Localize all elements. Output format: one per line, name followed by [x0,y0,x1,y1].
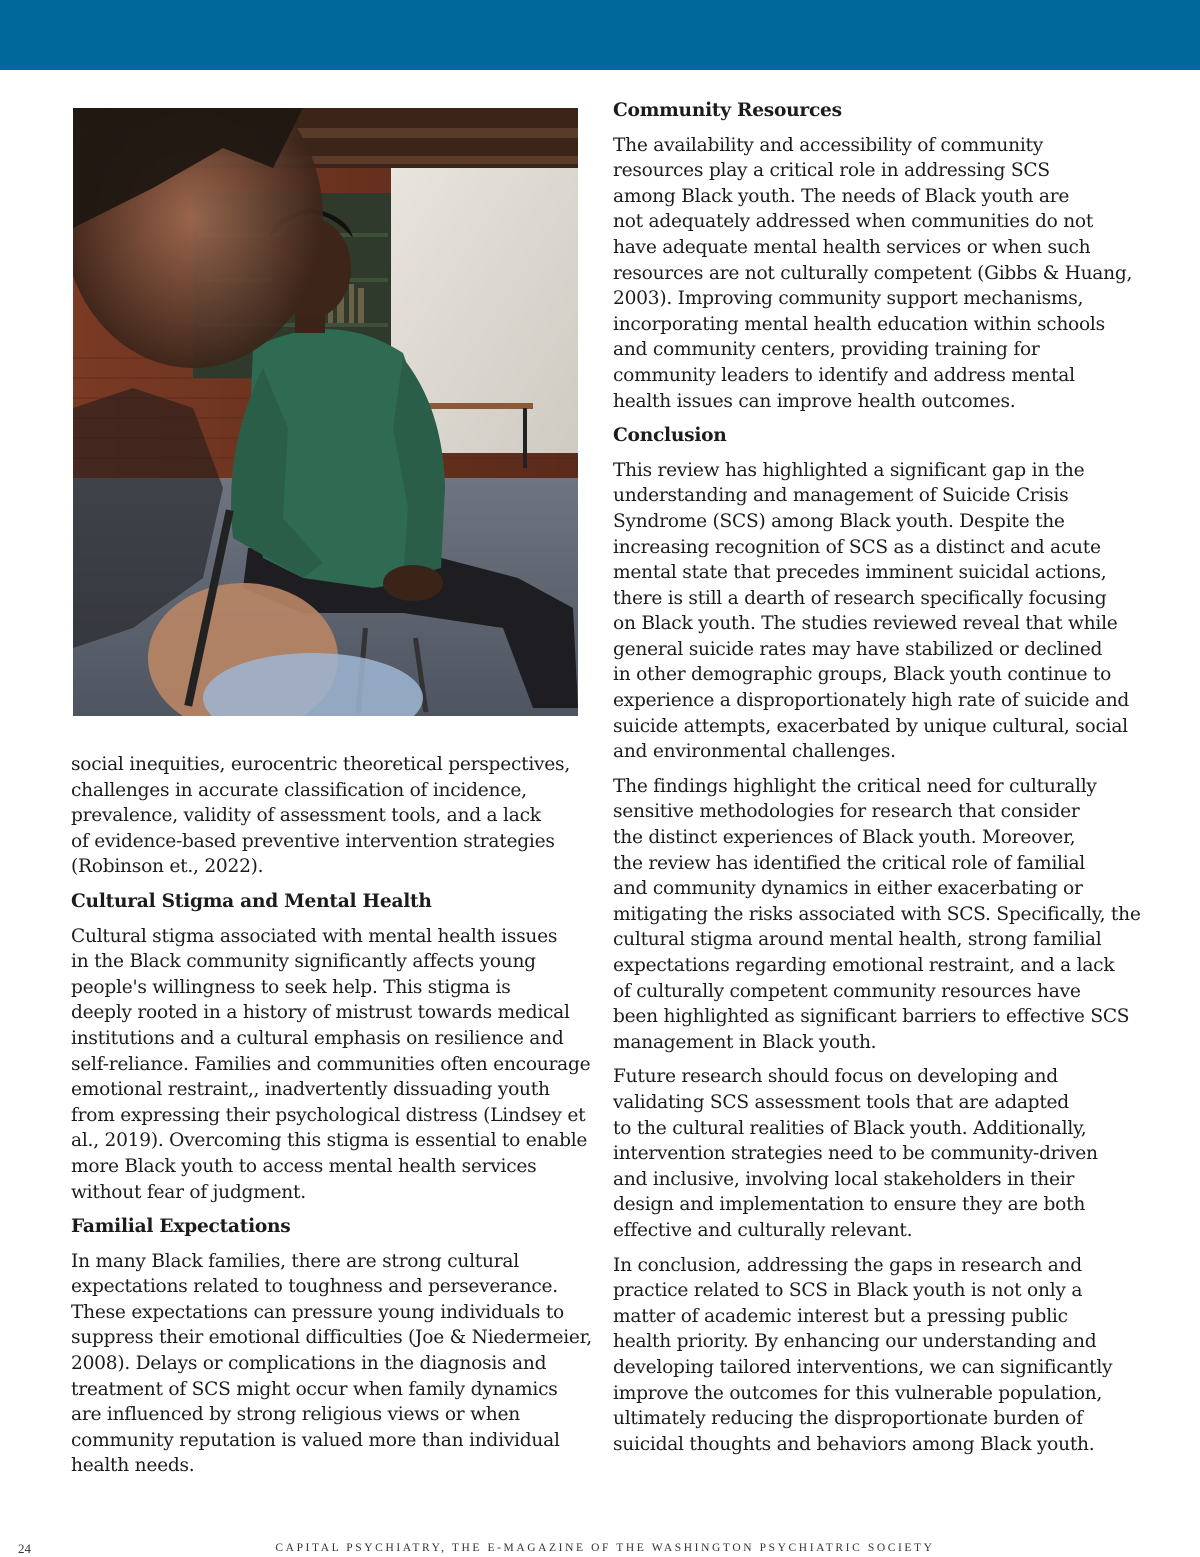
text-line: resources play a critical role in addressing SCS [613,160,1050,182]
text-line: resources are not culturally competent (Gibbs & Huang, [613,262,1133,284]
section-heading-conclusion: Conclusion [613,425,727,447]
text-line: suicide attempts, exacerbated by unique cultural, social [613,715,1128,737]
text-line: of culturally competent community resources have [613,980,1081,1002]
text-line: intervention strategies need to be community-driven [613,1143,1098,1165]
section-heading-cultural-stigma: Cultural Stigma and Mental Health [71,890,432,912]
conclusion-paragraph-1 [613,458,1138,765]
text-line: understanding and management of Suicide Crisis [613,485,1069,507]
text-line: the distinct experiences of Black youth. Moreover, [613,827,1076,849]
text-line: The availability and accessibility of community [613,134,1044,156]
text-line: incorporating mental health education within schools [613,313,1105,335]
text-line: Cultural stigma associated with mental health issues [71,925,558,947]
text-line: (Robinson et., 2022). [71,856,264,878]
text-line: cultural stigma around mental health, strong familial [613,929,1102,951]
text-line: management in Black youth. [613,1031,877,1053]
text-line: experience a disproportionately high rate of suicide and [613,690,1130,712]
text-line: community reputation is valued more than individual [71,1429,560,1451]
text-line: suppress their emotional difficulties (Joe & Niedermeier, [71,1327,592,1349]
text-line: deeply rooted in a history of mistrust towards medical [71,1002,570,1024]
text-line: prevalence, validity of assessment tools, and a lack [71,805,541,827]
section-heading-community-resources: Community Resources [613,100,842,121]
text-line: from expressing their psychological distress (Lindsey et [71,1104,586,1126]
conclusion-paragraph-3 [613,1064,1138,1243]
text-line: effective and culturally relevant. [613,1219,913,1241]
text-line: community leaders to identify and address mental [613,364,1075,386]
text-line: of evidence-based preventive intervention strategies [71,830,555,852]
text-line: general suicide rates may have stabilized or declined [613,638,1103,660]
text-line: not adequately addressed when communities do not [613,211,1094,233]
text-line: practice related to SCS in Black youth is not only a [613,1280,1083,1302]
text-line: among Black youth. The needs of Black youth are [613,185,1070,207]
header-band [0,0,1200,70]
text-line: design and implementation to ensure they are both [613,1194,1086,1216]
text-line: These expectations can pressure young individuals to [71,1301,564,1323]
text-line: the review has identified the critical role of familial [613,852,1085,874]
text-line: have adequate mental health services or when such [613,236,1091,258]
text-line: health priority. By enhancing our understanding and [613,1331,1097,1353]
stigma-paragraph [71,924,596,1206]
text-line: Syndrome (SCS) among Black youth. Despite the [613,510,1065,532]
text-line: The findings highlight the critical need for culturally [613,775,1097,797]
conclusion-paragraph-2 [613,774,1141,1056]
text-line: social inequities, eurocentric theoretical perspectives, [71,754,571,775]
text-line: sensitive methodologies for research that consider [613,801,1080,823]
text-line: expectations related to toughness and perseverance. [71,1276,558,1298]
text-line: been highlighted as significant barriers to effective SCS [613,1006,1130,1028]
left-column [71,752,596,1488]
section-heading-familial-expectations: Familial Expectations [71,1216,291,1238]
text-line: institutions and a cultural emphasis on resilience and [71,1027,564,1049]
right-column [613,98,1141,1466]
page-number: 24 [18,1541,31,1556]
text-line: developing tailored interventions, we can significantly [613,1356,1113,1378]
text-line: 2003). Improving community support mechanisms, [613,288,1084,310]
text-line: people's willingness to seek help. This stigma is [71,976,511,998]
text-line: to the cultural realities of Black youth. Additionally, [613,1117,1087,1139]
text-line: mental state that precedes imminent suicidal actions, [613,562,1107,584]
text-line: al., 2019). Overcoming this stigma is essential to enable [71,1130,588,1152]
text-line: there is still a dearth of research specifically focusing [613,587,1107,609]
text-line: mitigating the risks associated with SCS. Specifically, the [613,903,1141,925]
text-line: matter of academic interest but a pressing public [613,1305,1068,1327]
text-line: improve the outcomes for this vulnerable population, [613,1382,1103,1404]
community-paragraph [613,133,1138,415]
text-line: and community centers, providing training for [613,339,1040,361]
text-line: emotional restraint,, inadvertently dissuading youth [71,1079,550,1101]
text-line: expectations regarding emotional restraint, and a lack [613,955,1115,976]
familial-paragraph [71,1249,596,1479]
text-line: health issues can improve health outcomes. [613,390,1016,412]
text-line: Future research should focus on developing and [613,1066,1058,1088]
text-line: are influenced by strong religious views or when [71,1404,520,1426]
photo-of-young-man-icon [73,108,578,716]
text-line: in the Black community significantly affects young [71,951,536,973]
text-line: health needs. [71,1455,195,1477]
text-line: more Black youth to access mental health services [71,1155,537,1177]
text-line: without fear of judgment. [71,1181,306,1203]
text-line: In many Black families, there are strong cultural [71,1250,519,1272]
text-line: challenges in accurate classification of incidence, [71,779,527,801]
text-line: This review has highlighted a significant gap in the [613,459,1085,481]
text-line: suicidal thoughts and behaviors among Black youth. [613,1433,1095,1455]
text-line: and community dynamics in either exacerbating or [613,878,1083,900]
text-line: treatment of SCS might occur when family dynamics [71,1378,558,1400]
text-line: ultimately reducing the disproportionate burden of [613,1408,1083,1430]
intro-paragraph [71,752,596,880]
text-line: 2008). Delays or complications in the diagnosis and [71,1353,547,1375]
text-line: In conclusion, addressing the gaps in research and [613,1254,1082,1276]
text-line: increasing recognition of SCS as a distinct and acute [613,536,1101,558]
text-line: validating SCS assessment tools that are adapted [613,1091,1069,1113]
text-line: self-reliance. Families and communities often encourage [71,1053,591,1075]
text-line: on Black youth. The studies reviewed reveal that while [613,613,1118,635]
article-photo [73,108,578,716]
magazine-footer-title: CAPITAL PSYCHIATRY, THE E-MAGAZINE OF THE WASHINGTON PSYCHIATRIC SOCIETY [275,1542,935,1554]
text-line: and inclusive, involving local stakeholders in their [613,1168,1075,1190]
text-line: and environmental challenges. [613,741,896,763]
text-line: in other demographic groups, Black youth continue to [613,664,1112,686]
conclusion-paragraph-4 [613,1253,1138,1458]
